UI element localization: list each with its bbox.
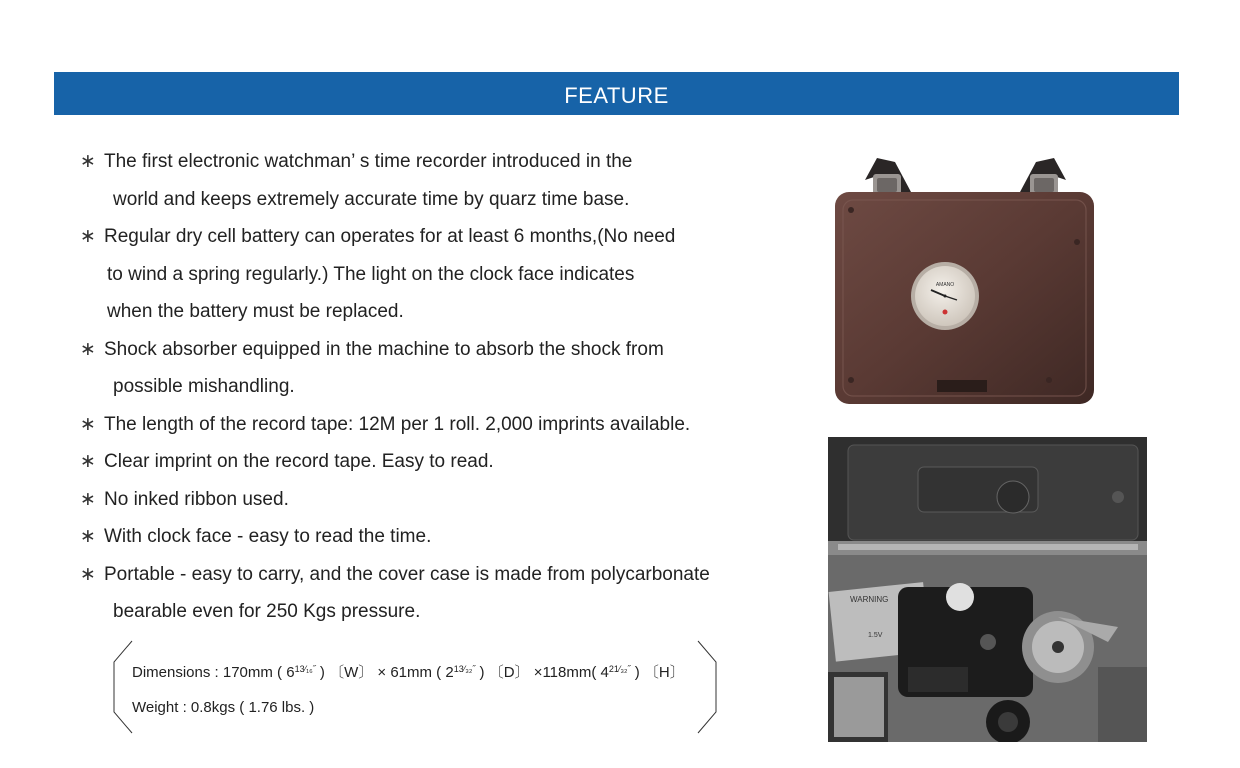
dimensions-spec: [132, 661, 685, 682]
feature-line: possible mishandling.: [113, 376, 295, 397]
clock-brand-text: AMANO: [935, 282, 955, 288]
dimensions-label: Dimensions : 170mm ( 6: [132, 664, 295, 681]
weight-spec: Weight : 0.8kgs ( 1.76 lbs. ): [132, 699, 315, 716]
width-fraction: 13⁄₁₆˝: [294, 664, 316, 674]
feature-line: Portable - easy to carry, and the cover case is made from polycarbonate: [104, 563, 710, 585]
feature-line: The length of the record tape: 12M per 1 roll. 2,000 imprints available.: [104, 413, 691, 435]
voltage-label-text: 1.5V: [868, 632, 883, 639]
feature-item: [80, 443, 780, 481]
feature-item: [80, 331, 780, 406]
bullet-asterisk-icon: ∗: [80, 413, 96, 435]
left-bracket-icon: [112, 640, 134, 734]
bullet-asterisk-icon: ∗: [80, 451, 96, 472]
bullet-asterisk-icon: ∗: [80, 151, 96, 172]
bullet-asterisk-icon: ∗: [80, 226, 96, 247]
depth-fraction: 13⁄₃₂˝: [453, 664, 476, 674]
width-tag: ) 〔W〕 × 61mm ( 2: [315, 664, 454, 681]
feature-item: [80, 481, 780, 519]
banner-title: FEATURE: [564, 83, 669, 108]
clock-face-icon: [911, 262, 979, 330]
feature-line: No inked ribbon used.: [104, 488, 289, 510]
feature-item: [80, 406, 780, 444]
feature-item: [80, 556, 780, 631]
height-fraction: 21⁄₃₂˝: [608, 664, 631, 674]
specifications-box: [112, 640, 718, 734]
bullet-asterisk-icon: ∗: [80, 563, 96, 585]
feature-banner: [54, 72, 1179, 115]
feature-line: to wind a spring regularly.) The light on the clock face indicates: [107, 263, 635, 285]
feature-line: Clear imprint on the record tape. Easy to read.: [104, 451, 494, 472]
feature-line: The first electronic watchman’ s time recorder introduced in the: [104, 151, 633, 172]
feature-item: [80, 143, 780, 218]
height-tag: ) 〔H〕: [630, 664, 685, 681]
feature-list: [80, 143, 780, 631]
depth-tag: ) 〔D〕 ×118mm( 4: [475, 664, 609, 681]
feature-line: world and keeps extremely accurate time by quarz time base.: [113, 188, 630, 210]
feature-line: With clock face - easy to read the time.: [104, 526, 432, 547]
bullet-asterisk-icon: ∗: [80, 488, 96, 510]
feature-item: [80, 218, 780, 331]
feature-item: [80, 518, 780, 556]
bullet-asterisk-icon: ∗: [80, 338, 96, 360]
feature-line: Shock absorber equipped in the machine to absorb the shock from: [104, 338, 664, 360]
feature-line: when the battery must be replaced.: [107, 301, 404, 322]
right-bracket-icon: [696, 640, 718, 734]
product-case-photo: [833, 152, 1098, 410]
feature-line: Regular dry cell battery can operates for at least 6 months,(No need: [104, 226, 676, 247]
internal-mechanism-photo: [828, 437, 1147, 742]
bullet-asterisk-icon: ∗: [80, 526, 96, 547]
warning-label-text: WARNING: [850, 595, 889, 604]
feature-line: bearable even for 250 Kgs pressure.: [113, 601, 421, 622]
